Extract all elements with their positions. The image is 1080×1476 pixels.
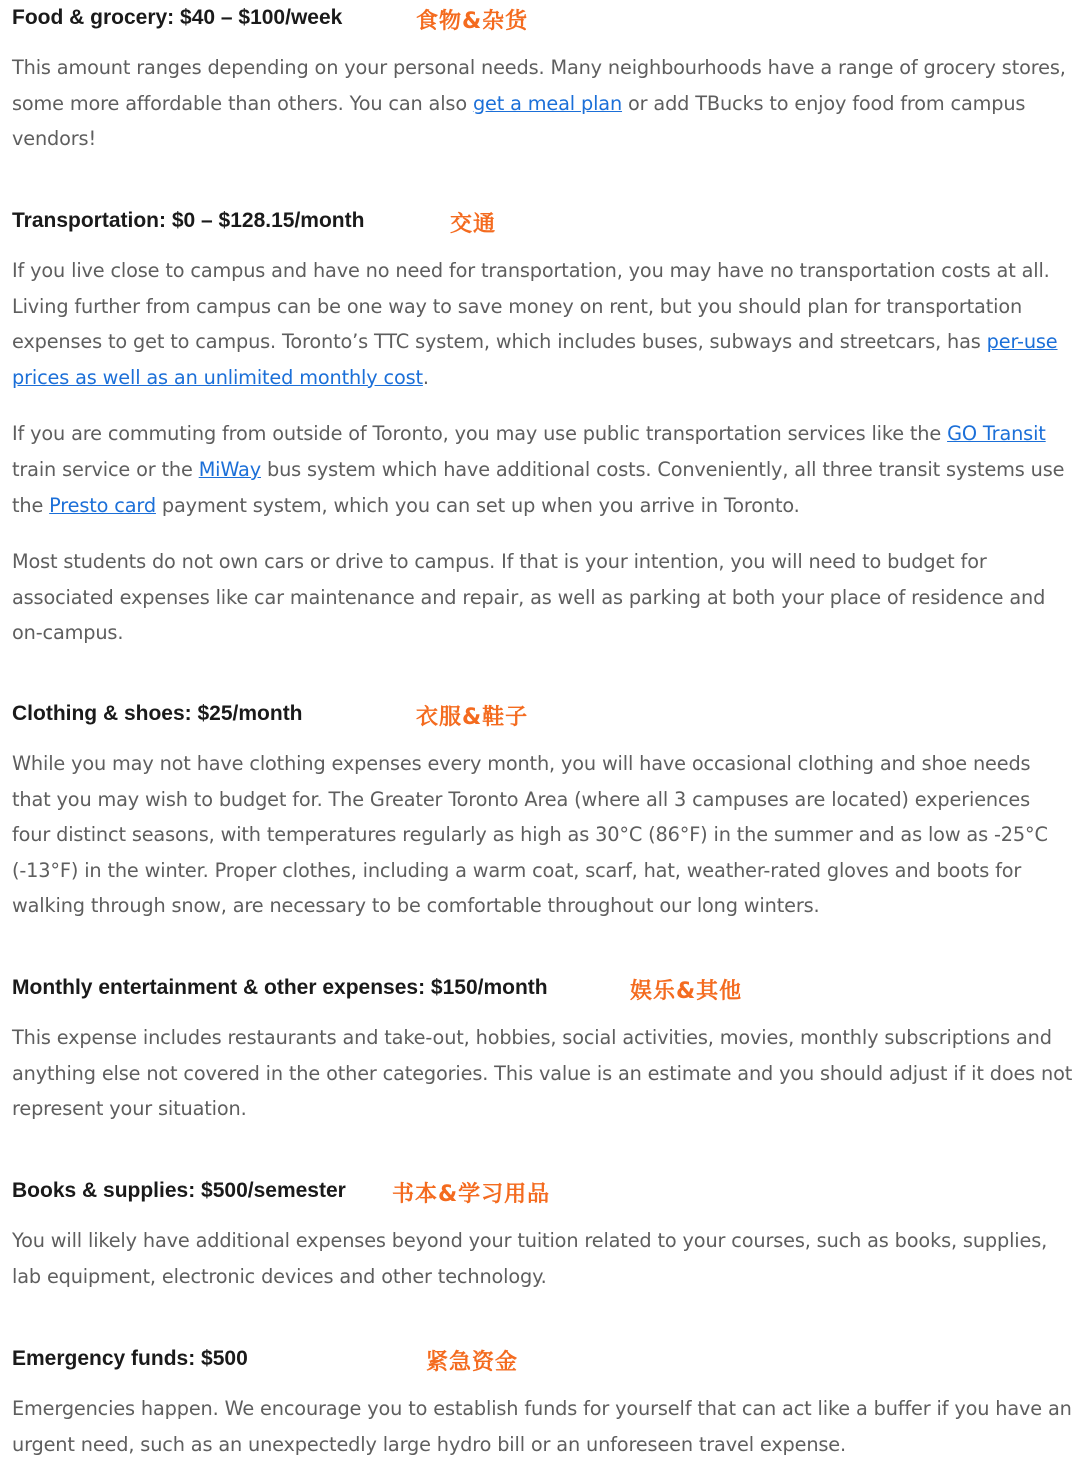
section-title: Books & supplies: $500/semester bbox=[12, 1179, 346, 1202]
section-heading bbox=[12, 1341, 1074, 1381]
presto-card-link[interactable]: Presto card bbox=[49, 493, 156, 517]
paragraph: Most students do not own cars or drive to campus. If that is your intention, you will need to budget for associated expenses like car maintenance and repair, as well as parking at both your place of residence and on-campus. bbox=[12, 550, 1046, 645]
section-transportation bbox=[12, 203, 1074, 651]
paragraph bbox=[12, 253, 1074, 395]
section-title: Emergency funds: $500 bbox=[12, 1347, 248, 1370]
text: payment system, which you can set up when you arrive in Toronto. bbox=[155, 493, 800, 517]
text: If you live close to campus and have no need for transportation, you may have no transportation costs at all. Living further from campus can be one way to save money on rent, but you should plan for transportation expenses to get to campus. Toronto’s TTC system, which includes buses, subways and streetcars, has bbox=[12, 259, 1050, 354]
chinese-label: 娱乐&其他 bbox=[630, 979, 743, 1004]
section-heading bbox=[12, 970, 1074, 1010]
paragraph: This expense includes restaurants and take-out, hobbies, social activities, movies, monthly subscriptions and anything else not covered in the other categories. This value is an estimate and you should adjust if it does not represent your situation. bbox=[12, 1026, 1073, 1121]
section-title: Clothing & shoes: $25/month bbox=[12, 702, 303, 725]
text: bus system which have additional costs. Conveniently, all three transit systems use the bbox=[12, 457, 1065, 517]
section-heading bbox=[12, 696, 1074, 736]
section-entertainment bbox=[12, 970, 1074, 1127]
miway-link[interactable]: MiWay bbox=[198, 457, 261, 481]
section-food bbox=[12, 0, 1074, 157]
chinese-label: 交通 bbox=[450, 212, 497, 237]
section-title: Monthly entertainment & other expenses: $150/month bbox=[12, 976, 548, 999]
meal-plan-link[interactable]: get a meal plan bbox=[472, 91, 623, 115]
text: If you are commuting from outside of Toronto, you may use public transportation services like the bbox=[12, 422, 948, 446]
text: train service or the bbox=[12, 457, 199, 481]
chinese-label: 紧急资金 bbox=[426, 1350, 519, 1375]
chinese-label: 书本&学习用品 bbox=[392, 1182, 551, 1207]
paragraph: While you may not have clothing expenses every month, you will have occasional clothing and shoe needs that you may wish to budget for. The Greater Toronto Area (where all 3 campuses are located) experiences four distinct seasons, with temperatures regularly as high as 30°C (86°F) in the summer and as low as -25°C (-13°F) in the winter. Proper clothes, including a warm coat, scarf, hat, weather-rated gloves and boots for walking through snow, are necessary to be comfortable throughout our long winters. bbox=[12, 752, 1048, 918]
go-transit-link[interactable]: GO Transit bbox=[947, 422, 1046, 446]
section-emergency bbox=[12, 1341, 1074, 1462]
chinese-label: 衣服&鞋子 bbox=[416, 705, 529, 730]
ttc-prices-link[interactable]: per-use prices as well as an unlimited monthly cost bbox=[12, 330, 1058, 389]
section-heading bbox=[12, 0, 1074, 40]
section-title: Food & grocery: $40 – $100/week bbox=[12, 6, 343, 29]
section-title: Transportation: $0 – $128.15/month bbox=[12, 209, 365, 232]
text: This amount ranges depending on your personal needs. Many neighbourhoods have a range of grocery stores, some more affordable than others. You can also bbox=[12, 56, 1066, 115]
paragraph bbox=[12, 50, 1074, 157]
paragraph bbox=[12, 416, 1074, 523]
section-heading bbox=[12, 203, 1074, 243]
text: or add TBucks to enjoy food from campus vendors! bbox=[12, 91, 1026, 151]
paragraph: You will likely have additional expenses beyond your tuition related to your courses, such as books, supplies, lab equipment, electronic devices and other technology. bbox=[12, 1229, 1048, 1288]
paragraph: Emergencies happen. We encourage you to establish funds for yourself that can act like a buffer if you have an urgent need, such as an unexpectedly large hydro bill or an unforeseen travel expense. bbox=[12, 1397, 1072, 1456]
section-clothing bbox=[12, 696, 1074, 924]
chinese-label: 食物&杂货 bbox=[416, 9, 529, 34]
section-heading bbox=[12, 1173, 1074, 1213]
text: . bbox=[422, 365, 429, 389]
section-books bbox=[12, 1173, 1074, 1294]
